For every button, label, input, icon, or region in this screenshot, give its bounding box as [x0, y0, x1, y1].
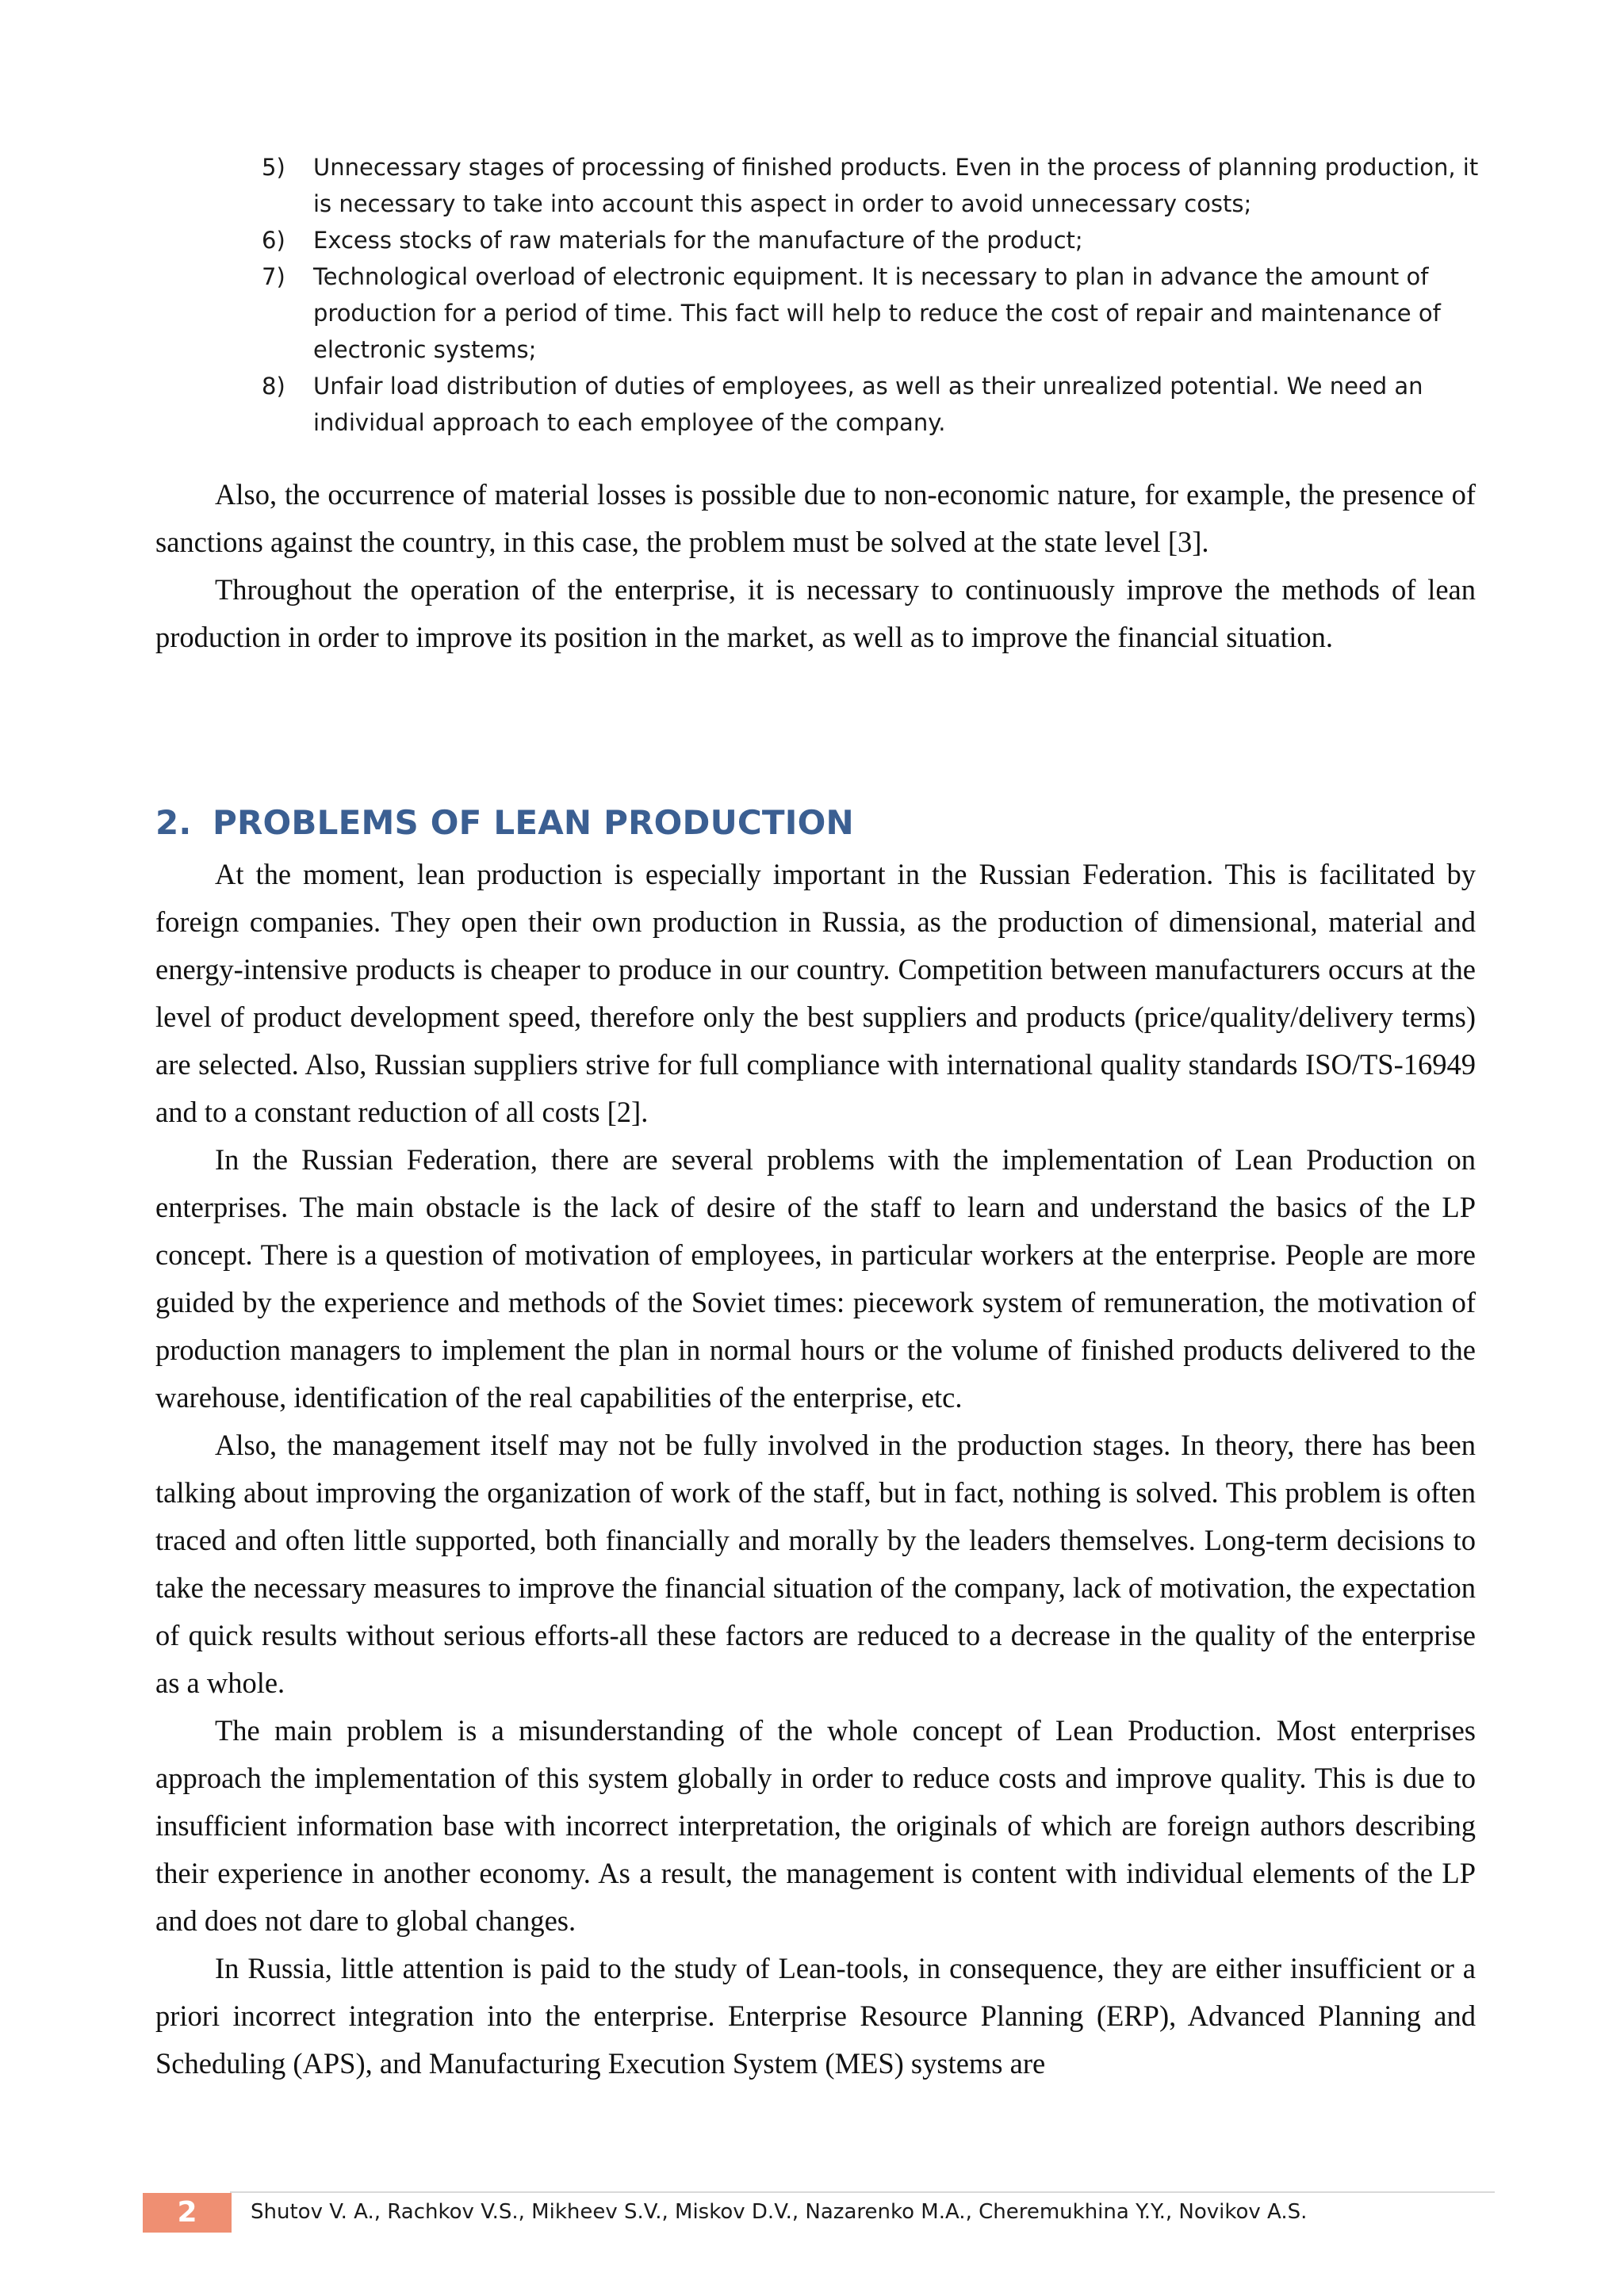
paragraph: In the Russian Federation, there are several problems with the implementation of Lean Production on enterprises. The main obstacle is the lack of desire of the staff to learn and understand the basics of the LP concept. There is a question of motivation of employees, in particular workers at the enterprise. People are more guided by the experience and methods of the Soviet times: piecework system of remuneration, the motivation of production managers to implement the plan in normal hours or the volume of finished products delivered to the warehouse, identification of the real capabilities of the enterprise, etc.: [155, 1143, 1476, 1414]
list-item-number: 5): [262, 154, 285, 181]
list-item: [262, 149, 1483, 222]
list-item: [262, 222, 1483, 258]
paragraph: In Russia, little attention is paid to the study of Lean-tools, in consequence, they are either insufficient or a priori incorrect integration into the enterprise. Enterprise Resource Planning (ERP), Advanced Planning and Scheduling (APS), and Manufacturing Execution System (MES) systems are: [155, 1952, 1476, 2080]
list-item: [262, 258, 1483, 368]
section-title: PROBLEMS OF LEAN PRODUCTION: [213, 803, 854, 842]
intro-paragraphs: [155, 471, 1476, 661]
list-item-number: 8): [262, 373, 285, 400]
section-heading: [155, 799, 854, 847]
list-item: [262, 368, 1483, 441]
paragraph: The main problem is a misunderstanding of the whole concept of Lean Production. Most enterprises approach the implementation of this system globally in order to reduce costs and improve quality. This is due to insufficient information base with incorrect interpretation, the originals of which are foreign authors describing their experience in another economy. As a result, the management is content with individual elements of the LP and does not dare to global changes.: [155, 1714, 1476, 1937]
list-item-number: 7): [262, 263, 285, 290]
list-item-text: Excess stocks of raw materials for the manufacture of the product;: [313, 227, 1083, 254]
list-item-text: Unfair load distribution of duties of employees, as well as their unrealized potential. We need an individual approach to each employee of the company.: [313, 373, 1423, 436]
list-item-number: 6): [262, 227, 285, 254]
page-number: 2: [143, 2193, 232, 2233]
list-item-text: Unnecessary stages of processing of finished products. Even in the process of planning production, it is necessary to take into account this aspect in order to avoid unnecessary costs;: [313, 154, 1479, 217]
footer-authors: Shutov V. A., Rachkov V.S., Mikheev S.V., Miskov D.V., Nazarenko M.A., Cheremukhina Y.Y., Novikov A.S.: [251, 2200, 1308, 2224]
list-item-text: Technological overload of electronic equipment. It is necessary to plan in advance the amount of production for a period of time. This fact will help to reduce the cost of repair and maintenance of electronic systems;: [313, 263, 1441, 363]
paragraph: At the moment, lean production is especially important in the Russian Federation. This is facilitated by foreign companies. They open their own production in Russia, as the production of dimensional, material and energy-intensive products is cheaper to produce in our country. Competition between manufacturers occurs at the level of product development speed, therefore only the best suppliers and products (price/quality/delivery terms) are selected. Also, Russian suppliers strive for full compliance with international quality standards ISO/TS-16949 and to a constant reduction of all costs [2].: [155, 858, 1476, 1128]
section-body: [155, 851, 1476, 2087]
section-number: 2.: [155, 803, 192, 842]
numbered-list: [262, 149, 1483, 441]
paragraph: Throughout the operation of the enterprise, it is necessary to continuously improve the methods of lean production in order to improve its position in the market, as well as to improve the financial situation.: [155, 573, 1476, 653]
paragraph: Also, the occurrence of material losses is possible due to non-economic nature, for example, the presence of sanctions against the country, in this case, the problem must be solved at the state level [3].: [155, 478, 1476, 558]
footer-divider: [230, 2191, 1495, 2193]
paragraph: Also, the management itself may not be fully involved in the production stages. In theory, there has been talking about improving the organization of work of the staff, but in fact, nothing is solved. This problem is often traced and often little supported, both financially and morally by the leaders themselves. Long-term decisions to take the necessary measures to improve the financial situation of the company, lack of motivation, the expectation of quick results without serious efforts-all these factors are reduced to a decrease in the quality of the enterprise as a whole.: [155, 1429, 1476, 1699]
